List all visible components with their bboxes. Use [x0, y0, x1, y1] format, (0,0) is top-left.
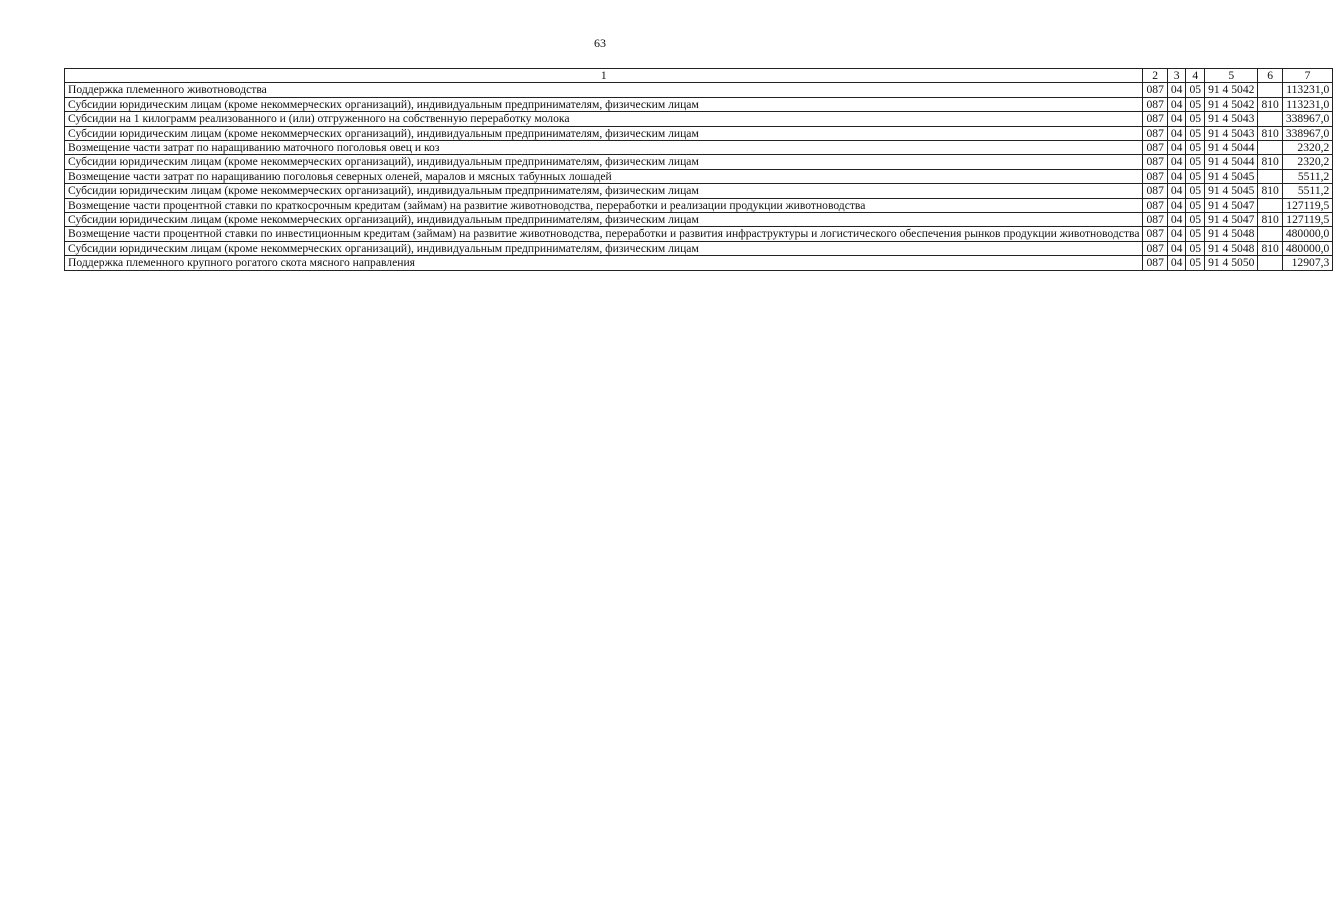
row-col-2-cell: 087: [1143, 198, 1167, 212]
row-col-6-cell: [1258, 227, 1282, 241]
header-col-4: 4: [1186, 69, 1205, 83]
row-col-2-cell: 087: [1143, 184, 1167, 198]
row-col-6-cell: 810: [1258, 213, 1282, 227]
row-col-4-cell: 05: [1186, 184, 1205, 198]
row-col-3-cell: 04: [1167, 141, 1186, 155]
row-col-4-cell: 05: [1186, 155, 1205, 169]
table-row: [65, 112, 1333, 126]
row-col-3-cell: 04: [1167, 83, 1186, 97]
row-amount-cell: 12907,3: [1282, 256, 1332, 270]
row-name-cell: Возмещение части затрат по наращиванию маточного поголовья овец и коз: [65, 141, 1143, 155]
row-col-2-cell: 087: [1143, 112, 1167, 126]
table-row: [65, 97, 1333, 111]
row-col-6-cell: [1258, 256, 1282, 270]
row-col-3-cell: 04: [1167, 256, 1186, 270]
row-col-5-cell: 91 4 5044: [1205, 141, 1258, 155]
row-name-cell: Субсидии юридическим лицам (кроме некоммерческих организаций), индивидуальным предпринимателям, физическим лицам: [65, 241, 1143, 255]
row-amount-cell: 480000,0: [1282, 241, 1332, 255]
row-name-cell: Поддержка племенного крупного рогатого скота мясного направления: [65, 256, 1143, 270]
table-row: [65, 155, 1333, 169]
row-name-cell: Возмещение части затрат по наращиванию поголовья северных оленей, маралов и мясных табунных лошадей: [65, 169, 1143, 183]
row-name-cell: Поддержка племенного животноводства: [65, 83, 1143, 97]
row-amount-cell: 127119,5: [1282, 213, 1332, 227]
row-col-2-cell: 087: [1143, 256, 1167, 270]
page-number: 63: [594, 36, 606, 50]
row-col-6-cell: 810: [1258, 241, 1282, 255]
header-col-7: 7: [1282, 69, 1332, 83]
row-col-4-cell: 05: [1186, 141, 1205, 155]
header-col-5: 5: [1205, 69, 1258, 83]
row-col-5-cell: 91 4 5043: [1205, 126, 1258, 140]
row-col-6-cell: 810: [1258, 155, 1282, 169]
row-col-3-cell: 04: [1167, 155, 1186, 169]
row-col-6-cell: [1258, 198, 1282, 212]
header-col-1: 1: [65, 69, 1143, 83]
row-col-2-cell: 087: [1143, 126, 1167, 140]
table-row: [65, 227, 1333, 241]
row-col-4-cell: 05: [1186, 213, 1205, 227]
row-col-4-cell: 05: [1186, 241, 1205, 255]
table-header-row: [65, 69, 1333, 83]
row-col-3-cell: 04: [1167, 184, 1186, 198]
row-col-2-cell: 087: [1143, 169, 1167, 183]
row-amount-cell: 5511,2: [1282, 169, 1332, 183]
row-col-2-cell: 087: [1143, 227, 1167, 241]
row-col-2-cell: 087: [1143, 97, 1167, 111]
row-col-5-cell: 91 4 5048: [1205, 227, 1258, 241]
row-col-6-cell: 810: [1258, 184, 1282, 198]
row-amount-cell: 480000,0: [1282, 227, 1332, 241]
row-col-2-cell: 087: [1143, 155, 1167, 169]
table-row: [65, 198, 1333, 212]
row-col-5-cell: 91 4 5042: [1205, 83, 1258, 97]
table-body: [65, 83, 1333, 270]
row-col-4-cell: 05: [1186, 169, 1205, 183]
header-col-2: 2: [1143, 69, 1167, 83]
row-col-6-cell: [1258, 112, 1282, 126]
row-name-cell: Субсидии юридическим лицам (кроме некоммерческих организаций), индивидуальным предпринимателям, физическим лицам: [65, 155, 1143, 169]
row-col-5-cell: 91 4 5045: [1205, 169, 1258, 183]
row-name-cell: Возмещение части процентной ставки по инвестиционным кредитам (займам) на развитие животноводства, переработки и развития инфраструктуры и логистического обеспечения рынков продукции животноводства: [65, 227, 1143, 241]
row-col-5-cell: 91 4 5045: [1205, 184, 1258, 198]
row-col-3-cell: 04: [1167, 213, 1186, 227]
row-col-2-cell: 087: [1143, 241, 1167, 255]
table-row: [65, 256, 1333, 270]
row-amount-cell: 113231,0: [1282, 97, 1332, 111]
row-amount-cell: 338967,0: [1282, 126, 1332, 140]
row-col-5-cell: 91 4 5047: [1205, 198, 1258, 212]
row-col-3-cell: 04: [1167, 198, 1186, 212]
table-row: [65, 241, 1333, 255]
row-col-4-cell: 05: [1186, 83, 1205, 97]
header-col-6: 6: [1258, 69, 1282, 83]
row-col-3-cell: 04: [1167, 112, 1186, 126]
row-col-6-cell: 810: [1258, 126, 1282, 140]
budget-table: [64, 68, 1333, 271]
row-col-3-cell: 04: [1167, 227, 1186, 241]
table-row: [65, 184, 1333, 198]
row-col-4-cell: 05: [1186, 227, 1205, 241]
row-col-2-cell: 087: [1143, 141, 1167, 155]
row-amount-cell: 2320,2: [1282, 141, 1332, 155]
row-col-2-cell: 087: [1143, 213, 1167, 227]
row-col-3-cell: 04: [1167, 241, 1186, 255]
row-col-4-cell: 05: [1186, 198, 1205, 212]
row-col-6-cell: [1258, 169, 1282, 183]
row-amount-cell: 2320,2: [1282, 155, 1332, 169]
row-col-4-cell: 05: [1186, 256, 1205, 270]
row-col-5-cell: 91 4 5042: [1205, 97, 1258, 111]
row-col-5-cell: 91 4 5050: [1205, 256, 1258, 270]
row-name-cell: Субсидии юридическим лицам (кроме некоммерческих организаций), индивидуальным предпринимателям, физическим лицам: [65, 184, 1143, 198]
row-col-2-cell: 087: [1143, 83, 1167, 97]
row-col-5-cell: 91 4 5044: [1205, 155, 1258, 169]
table-row: [65, 213, 1333, 227]
row-name-cell: Субсидии на 1 килограмм реализованного и (или) отгруженного на собственную переработку молока: [65, 112, 1143, 126]
row-col-3-cell: 04: [1167, 126, 1186, 140]
row-col-4-cell: 05: [1186, 97, 1205, 111]
table-row: [65, 126, 1333, 140]
row-name-cell: Субсидии юридическим лицам (кроме некоммерческих организаций), индивидуальным предпринимателям, физическим лицам: [65, 97, 1143, 111]
row-col-4-cell: 05: [1186, 112, 1205, 126]
table-row: [65, 169, 1333, 183]
row-amount-cell: 113231,0: [1282, 83, 1332, 97]
table-row: [65, 141, 1333, 155]
header-col-3: 3: [1167, 69, 1186, 83]
table-row: [65, 83, 1333, 97]
row-col-3-cell: 04: [1167, 97, 1186, 111]
row-amount-cell: 5511,2: [1282, 184, 1332, 198]
row-name-cell: Субсидии юридическим лицам (кроме некоммерческих организаций), индивидуальным предпринимателям, физическим лицам: [65, 213, 1143, 227]
row-col-6-cell: [1258, 83, 1282, 97]
row-col-5-cell: 91 4 5043: [1205, 112, 1258, 126]
row-col-3-cell: 04: [1167, 169, 1186, 183]
row-col-5-cell: 91 4 5048: [1205, 241, 1258, 255]
row-name-cell: Возмещение части процентной ставки по краткосрочным кредитам (займам) на развитие животноводства, переработки и реализации продукции животноводства: [65, 198, 1143, 212]
row-amount-cell: 127119,5: [1282, 198, 1332, 212]
row-col-6-cell: [1258, 141, 1282, 155]
row-amount-cell: 338967,0: [1282, 112, 1332, 126]
row-col-4-cell: 05: [1186, 126, 1205, 140]
row-col-6-cell: 810: [1258, 97, 1282, 111]
row-name-cell: Субсидии юридическим лицам (кроме некоммерческих организаций), индивидуальным предпринимателям, физическим лицам: [65, 126, 1143, 140]
row-col-5-cell: 91 4 5047: [1205, 213, 1258, 227]
